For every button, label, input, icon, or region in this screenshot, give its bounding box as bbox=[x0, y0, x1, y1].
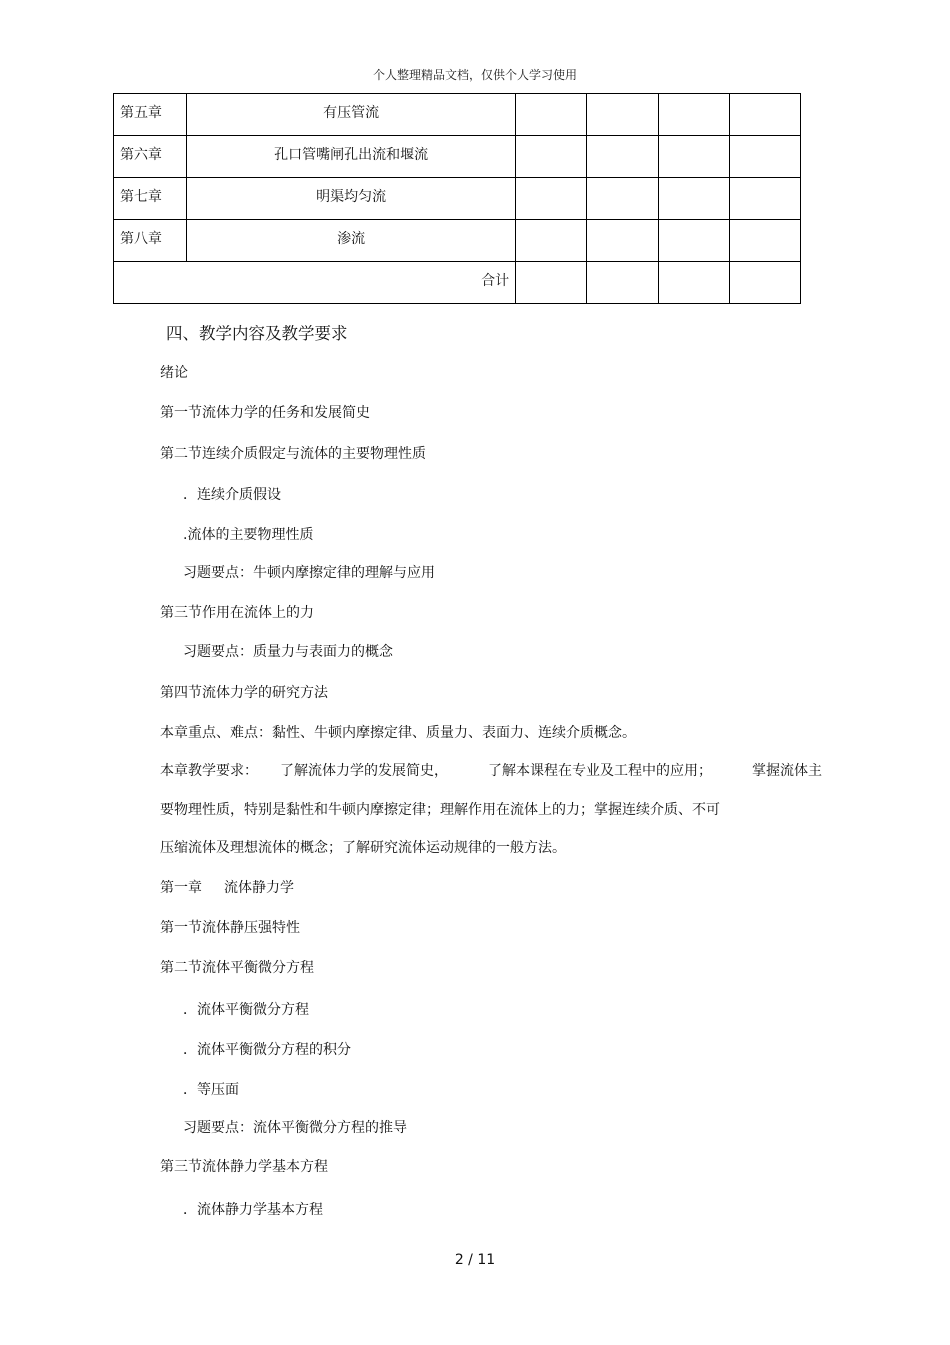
requirements-text: 了解本课程在专业及工程中的应用； bbox=[488, 763, 712, 779]
list-item: ．等压面 bbox=[183, 1082, 239, 1098]
chapter-hours-table bbox=[113, 93, 801, 304]
list-item: ．流体平衡微分方程 bbox=[183, 1002, 309, 1018]
list-item: ．连续介质假设 bbox=[183, 487, 281, 503]
empty-cell bbox=[516, 178, 587, 220]
exercise-note: 习题要点：牛顿内摩擦定律的理解与应用 bbox=[183, 565, 435, 581]
empty-cell bbox=[516, 136, 587, 178]
key-points-paragraph: 本章重点、难点：黏性、牛顿内摩擦定律、质量力、表面力、连续介质概念。 bbox=[160, 725, 636, 741]
chapter-heading bbox=[160, 877, 294, 897]
page-number: 2 / 11 bbox=[454, 1252, 496, 1268]
empty-cell bbox=[729, 136, 800, 178]
chapter-title-cell: 明渠均匀流 bbox=[187, 178, 516, 220]
section-title: 第二节连续介质假定与流体的主要物理性质 bbox=[160, 446, 426, 462]
empty-cell bbox=[587, 94, 658, 136]
empty-cell bbox=[658, 220, 729, 262]
empty-cell bbox=[587, 136, 658, 178]
empty-cell bbox=[516, 262, 587, 304]
empty-cell bbox=[516, 94, 587, 136]
section-heading: 四、教学内容及教学要求 bbox=[166, 324, 348, 343]
chapter-cell: 第八章 bbox=[114, 220, 187, 262]
requirements-text: 了解流体力学的发展简史， bbox=[280, 763, 448, 779]
section-title: 第一节流体力学的任务和发展简史 bbox=[160, 405, 370, 421]
list-item: .流体的主要物理性质 bbox=[183, 527, 314, 543]
exercise-note: 习题要点：质量力与表面力的概念 bbox=[183, 644, 393, 660]
table-row bbox=[114, 220, 801, 262]
section-title: 第三节流体静力学基本方程 bbox=[160, 1159, 328, 1175]
chapter-cell: 第五章 bbox=[114, 94, 187, 136]
list-item: ．流体静力学基本方程 bbox=[183, 1202, 323, 1218]
chapter-cell: 第六章 bbox=[114, 136, 187, 178]
empty-cell bbox=[587, 178, 658, 220]
chapter-number: 第一章 bbox=[160, 880, 202, 896]
chapter-cell: 第七章 bbox=[114, 178, 187, 220]
section-title: 第四节流体力学的研究方法 bbox=[160, 685, 328, 701]
empty-cell bbox=[658, 178, 729, 220]
requirements-label: 本章教学要求： bbox=[160, 763, 258, 779]
section-title: 第二节流体平衡微分方程 bbox=[160, 960, 314, 976]
chapter-title-cell: 有压管流 bbox=[187, 94, 516, 136]
empty-cell bbox=[729, 220, 800, 262]
exercise-note: 习题要点：流体平衡微分方程的推导 bbox=[183, 1120, 407, 1136]
empty-cell bbox=[516, 220, 587, 262]
chapter-title-cell: 孔口管嘴闸孔出流和堰流 bbox=[187, 136, 516, 178]
section-title: 第一节流体静压强特性 bbox=[160, 920, 300, 936]
empty-cell bbox=[658, 136, 729, 178]
section-title: 第三节作用在流体上的力 bbox=[160, 605, 314, 621]
requirements-line bbox=[160, 760, 822, 780]
total-label-cell: 合计 bbox=[114, 262, 516, 304]
empty-cell bbox=[729, 94, 800, 136]
chapter-title: 流体静力学 bbox=[224, 880, 294, 896]
table-row bbox=[114, 136, 801, 178]
empty-cell bbox=[729, 262, 800, 304]
page-header: 个人整理精品文档，仅供个人学习使用 bbox=[372, 68, 577, 82]
empty-cell bbox=[729, 178, 800, 220]
chapter-title-cell: 渗流 bbox=[187, 220, 516, 262]
empty-cell bbox=[587, 220, 658, 262]
requirements-text: 掌握流体主 bbox=[752, 763, 822, 779]
table-row bbox=[114, 94, 801, 136]
table-row bbox=[114, 178, 801, 220]
list-item: ．流体平衡微分方程的积分 bbox=[183, 1042, 351, 1058]
table-total-row bbox=[114, 262, 801, 304]
empty-cell bbox=[658, 262, 729, 304]
empty-cell bbox=[658, 94, 729, 136]
empty-cell bbox=[587, 262, 658, 304]
requirements-line: 压缩流体及理想流体的概念；了解研究流体运动规律的一般方法。 bbox=[160, 840, 566, 856]
requirements-line: 要物理性质，特别是黏性和牛顿内摩擦定律；理解作用在流体上的力；掌握连续介质、不可 bbox=[160, 802, 720, 818]
intro-heading: 绪论 bbox=[160, 365, 188, 381]
